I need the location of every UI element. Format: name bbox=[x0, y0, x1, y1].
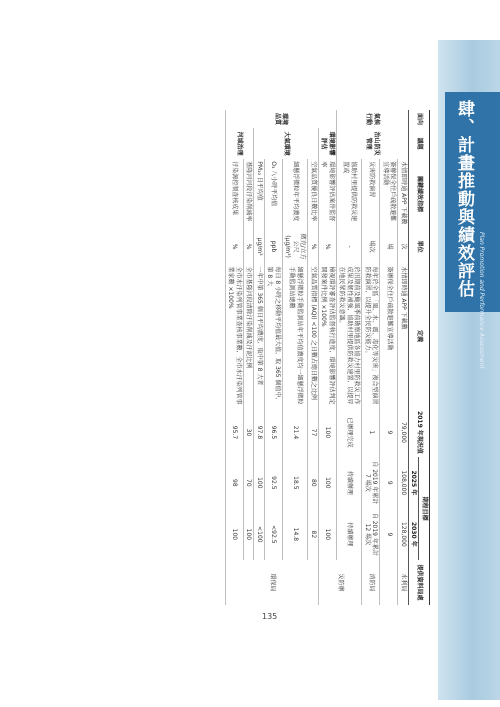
y2025-cell: 92.5 bbox=[265, 457, 283, 509]
y2025-cell: 9 bbox=[380, 457, 398, 509]
definition-cell: 每年於全區「風、水、震、毒化等災害」複合型演習防救演習，以提升全民防災能力。 bbox=[362, 265, 380, 408]
header-topic: 議題 bbox=[409, 128, 430, 159]
indicator-cell: 空氣品質優良日數比率 bbox=[308, 159, 319, 228]
baseline-cell: 30 bbox=[244, 408, 255, 457]
table-row bbox=[308, 110, 319, 605]
baseline-cell: 已辦理完成 bbox=[337, 408, 363, 457]
definition-cell: 於汛期前及颱風季前勘察地區各協力村里防救災工作成果及韌性補強，協助村里提供防救災建置，以提昇在地民眾防救災意識。 bbox=[337, 265, 363, 408]
table-header-row bbox=[419, 110, 430, 605]
unit-cell: ppb bbox=[265, 229, 283, 265]
definition-cell: 檢視環評審查評估監督執行進度，環境影響評估判定開發案件比例 ×100% bbox=[319, 265, 337, 408]
table-row bbox=[380, 110, 398, 605]
baseline-cell: 97.8 bbox=[254, 408, 265, 457]
unit-cell: 微克/立方公尺(μg/m³) bbox=[283, 229, 309, 265]
section-title: 肆、計畫推動與績效評估 bbox=[454, 100, 474, 298]
y2030-cell: 14.8 bbox=[283, 509, 309, 561]
indicator-cell: O₃ 八小時平均值 bbox=[265, 159, 283, 228]
indicator-cell: 災害防救演習 bbox=[362, 159, 380, 228]
table-row bbox=[244, 110, 255, 605]
header-2025: 2025 年 bbox=[409, 457, 420, 509]
y2030-cell: <100 bbox=[254, 509, 265, 561]
provider-cell bbox=[380, 560, 398, 605]
y2030-cell: 100 bbox=[226, 509, 244, 561]
unit-cell: 次 bbox=[398, 229, 409, 265]
y2030-cell: 9 bbox=[380, 509, 398, 561]
table-row bbox=[226, 110, 244, 605]
y2025-cell: 18.5 bbox=[283, 457, 309, 509]
baseline-cell: 100 bbox=[319, 408, 337, 457]
table-body bbox=[226, 110, 409, 605]
indicator-cell: 汙染源控制查核成果 bbox=[226, 159, 244, 228]
y2025-cell: 自 2019 年累計 7 場次 bbox=[362, 457, 380, 509]
unit-cell: % bbox=[226, 229, 244, 265]
y2025-cell: 持續辦理 bbox=[337, 457, 363, 509]
aspect-cell: 氣候行動 bbox=[337, 110, 409, 128]
y2030-cell: 82 bbox=[308, 509, 319, 561]
y2025-cell: 98 bbox=[226, 457, 244, 509]
indicator-cell: 環境影響評估案件監督率 bbox=[319, 159, 337, 228]
kpi-table-rotated bbox=[75, 110, 430, 605]
unit-cell: - bbox=[337, 229, 363, 265]
header-baseline: 2019 年現況值 bbox=[409, 408, 430, 457]
indicator-cell: 水情即時通 APP 下載數 bbox=[398, 159, 409, 228]
header-provider: 提供資料局處 bbox=[409, 560, 430, 605]
header-target: 期程目標 bbox=[419, 457, 430, 560]
page-number: 135 bbox=[262, 612, 278, 621]
definition-cell: 簽辦保全住戶疏散避難宣導活動 bbox=[380, 265, 398, 408]
y2030-cell: 100 bbox=[319, 509, 337, 561]
y2025-cell: 100 bbox=[254, 457, 265, 509]
y2030-cell: 100 bbox=[244, 509, 255, 561]
indicator-cell: 細懸浮微粒年平均濃度 bbox=[283, 159, 309, 228]
provider-cell: 環保局 bbox=[226, 560, 319, 605]
unit-cell: % bbox=[308, 229, 319, 265]
definition-cell: 細懸浮微粒手動監測站年平均值濃度均一細懸浮微粒手動監測站總數 bbox=[283, 265, 309, 408]
baseline-cell: 96.5 bbox=[265, 408, 283, 457]
baseline-cell: 1 bbox=[362, 408, 380, 457]
table-row bbox=[319, 110, 337, 605]
table-row bbox=[362, 110, 380, 605]
topic-cell: 環境影響評估 bbox=[319, 128, 337, 159]
y2030-cell: 持續辦理 bbox=[337, 509, 363, 561]
definition-cell: 全市基隆河段清除汙染削減及汙泥比例 bbox=[244, 265, 255, 408]
baseline-cell: 95.7 bbox=[226, 408, 244, 457]
provider-cell: 消防局 bbox=[362, 560, 380, 605]
kpi-table bbox=[225, 110, 430, 605]
table-row bbox=[398, 110, 409, 605]
section-subtitle: Plan Promotion and Performance Assessment bbox=[478, 232, 485, 369]
y2030-cell: 自 2019 年累計 12 場次 bbox=[362, 509, 380, 561]
definition-cell: 水情即時通 APP 下載數 bbox=[398, 265, 409, 408]
y2030-cell: <92.5 bbox=[265, 509, 283, 561]
header-aspect: 面向 bbox=[409, 110, 430, 128]
y2025-cell: 80 bbox=[308, 457, 319, 509]
definition-cell: 空氣品質指標 (AQI) <100 之日數占總日數之比例 bbox=[308, 265, 319, 408]
unit-cell: μg/m³ bbox=[254, 229, 265, 265]
y2030-cell: 128,000 bbox=[398, 509, 409, 561]
baseline-cell: 79,000 bbox=[398, 408, 409, 457]
y2025-cell: 100 bbox=[319, 457, 337, 509]
topic-cell: 大氣環境 bbox=[254, 128, 319, 159]
header-indicator: 關鍵績效指標 bbox=[409, 159, 430, 228]
y2025-cell: 108,000 bbox=[398, 457, 409, 509]
unit-cell: % bbox=[319, 229, 337, 265]
provider-cell: 災防辦 bbox=[319, 560, 363, 605]
unit-cell: % bbox=[244, 229, 255, 265]
topic-cell: 河域治理 bbox=[226, 128, 255, 159]
topic-cell: 治山防災管理 bbox=[337, 128, 409, 159]
unit-cell: 場次 bbox=[362, 229, 380, 265]
indicator-cell: 協助村里提供防救災建置或 bbox=[337, 159, 363, 228]
unit-cell: 場 bbox=[380, 229, 398, 265]
header-2030: 2030 年 bbox=[409, 509, 420, 561]
indicator-cell: 基隆河河段汙染削減率 bbox=[244, 159, 255, 228]
header-unit: 單位 bbox=[409, 229, 430, 265]
y2025-cell: 70 bbox=[244, 457, 255, 509]
baseline-cell: 9 bbox=[380, 408, 398, 457]
table-row bbox=[265, 110, 283, 605]
indicator-cell: PM₁₀ 日平均值 bbox=[254, 159, 265, 228]
provider-cell: 水利局 bbox=[398, 560, 409, 605]
baseline-cell: 77 bbox=[308, 408, 319, 457]
aspect-cell: 環境品質 bbox=[226, 110, 337, 128]
definition-cell: 一年中第 365 個日平均濃度，取中第 8 大者 bbox=[254, 265, 265, 408]
definition-cell: 每日 8 小時之移動平均值最大值，取 365 個值中，第 8 大 bbox=[265, 265, 283, 408]
table-row bbox=[337, 110, 363, 605]
header-definition: 定義 bbox=[409, 265, 430, 408]
baseline-cell: 21.4 bbox=[283, 408, 309, 457]
indicator-cell: 簽辦保全住戶疏散避難宣導活動 bbox=[380, 159, 398, 228]
definition-cell: 全市水汙染列管事業查核事業數，全市水汙染列管事業家數 ×100% bbox=[226, 265, 244, 408]
table-row bbox=[254, 110, 265, 605]
table-row bbox=[283, 110, 309, 605]
